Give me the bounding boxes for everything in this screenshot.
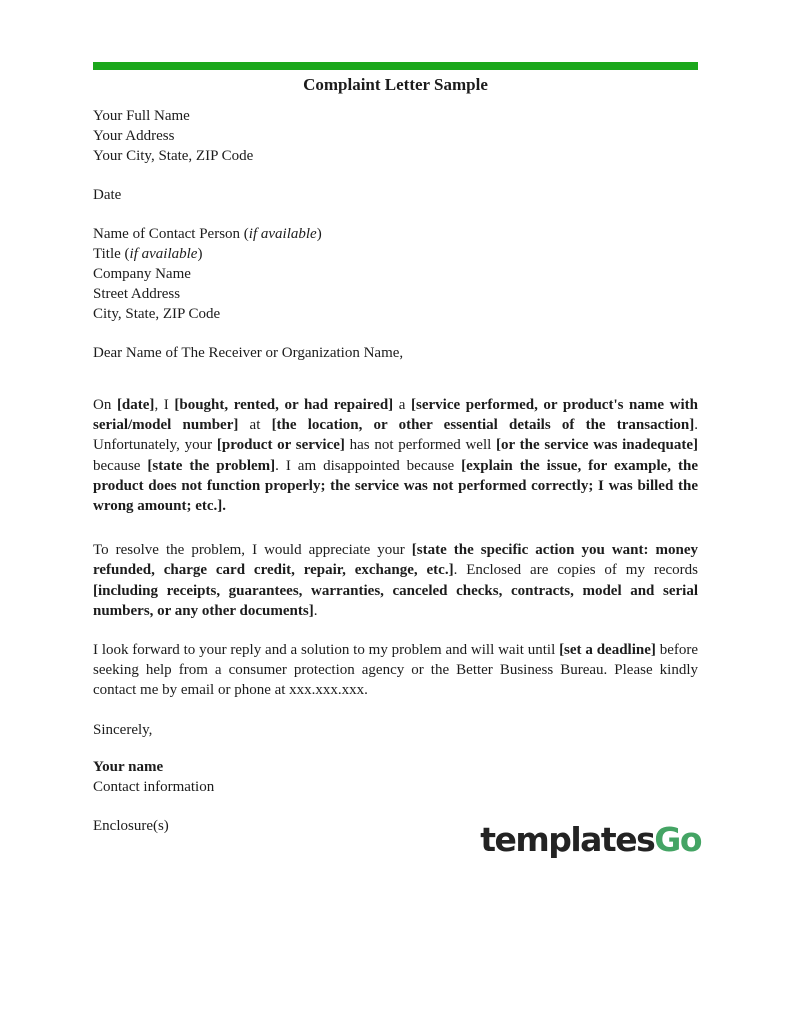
paragraph-resolution: To resolve the problem, I would appreciate your [state the specific action you want: money refunded, charge card credit, repair, exchange, etc.]. Enclosed are copies of my records [including receipts, guarantees, warranties, canceled checks, contracts, model and serial numbers, or any other documents]. [93,542,699,619]
recipient-contact-person: Name of Contact Person (if available) [93,226,322,242]
recipient-company: Company Name [93,266,191,282]
sender-city-state-zip: Your City, State, ZIP Code [93,148,254,164]
date-line: Date [93,187,122,203]
logo-text-go: Go [654,820,701,859]
recipient-city-state-zip: City, State, ZIP Code [93,306,221,322]
signature-contact: Contact information [93,778,215,795]
logo-text-templates: templates [480,820,655,859]
closing: Sincerely, [93,721,153,738]
enclosure: Enclosure(s) [93,817,169,834]
sender-block [93,106,698,166]
signature-block [93,757,698,797]
paragraph-deadline: I look forward to your reply and a solution to my problem and will wait until [set a deadline] before seeking help from a consumer protection agency or the Better Business Bureau. Please kindly contact me by email or phone at xxx.xxx.xxx. [93,642,699,699]
paragraph-complaint: On [date], I [bought, rented, or had repaired] a [service performed, or product's name with serial/model number] at [the location, or other essential details of the transaction]. Unfortunately, your [product or service] has not performed well [or the service was inadequate] because [state the problem]. I am disappointed because [explain the issue, for example, the product does not function properly; the service was not performed correctly; I was billed the wrong amount; etc.]. [93,397,698,515]
letter-content [93,62,698,836]
recipient-street: Street Address [93,286,181,302]
sender-name: Your Full Name [93,108,190,124]
recipient-title: Title (if available) [93,246,203,262]
templatesgo-logo [480,820,701,859]
salutation: Dear Name of The Receiver or Organization Name, [93,345,404,361]
accent-bar [93,62,698,70]
page-title: Complaint Letter Sample [303,75,488,94]
recipient-block [93,224,698,324]
signature-name: Your name [93,758,164,775]
sender-address: Your Address [93,128,175,144]
